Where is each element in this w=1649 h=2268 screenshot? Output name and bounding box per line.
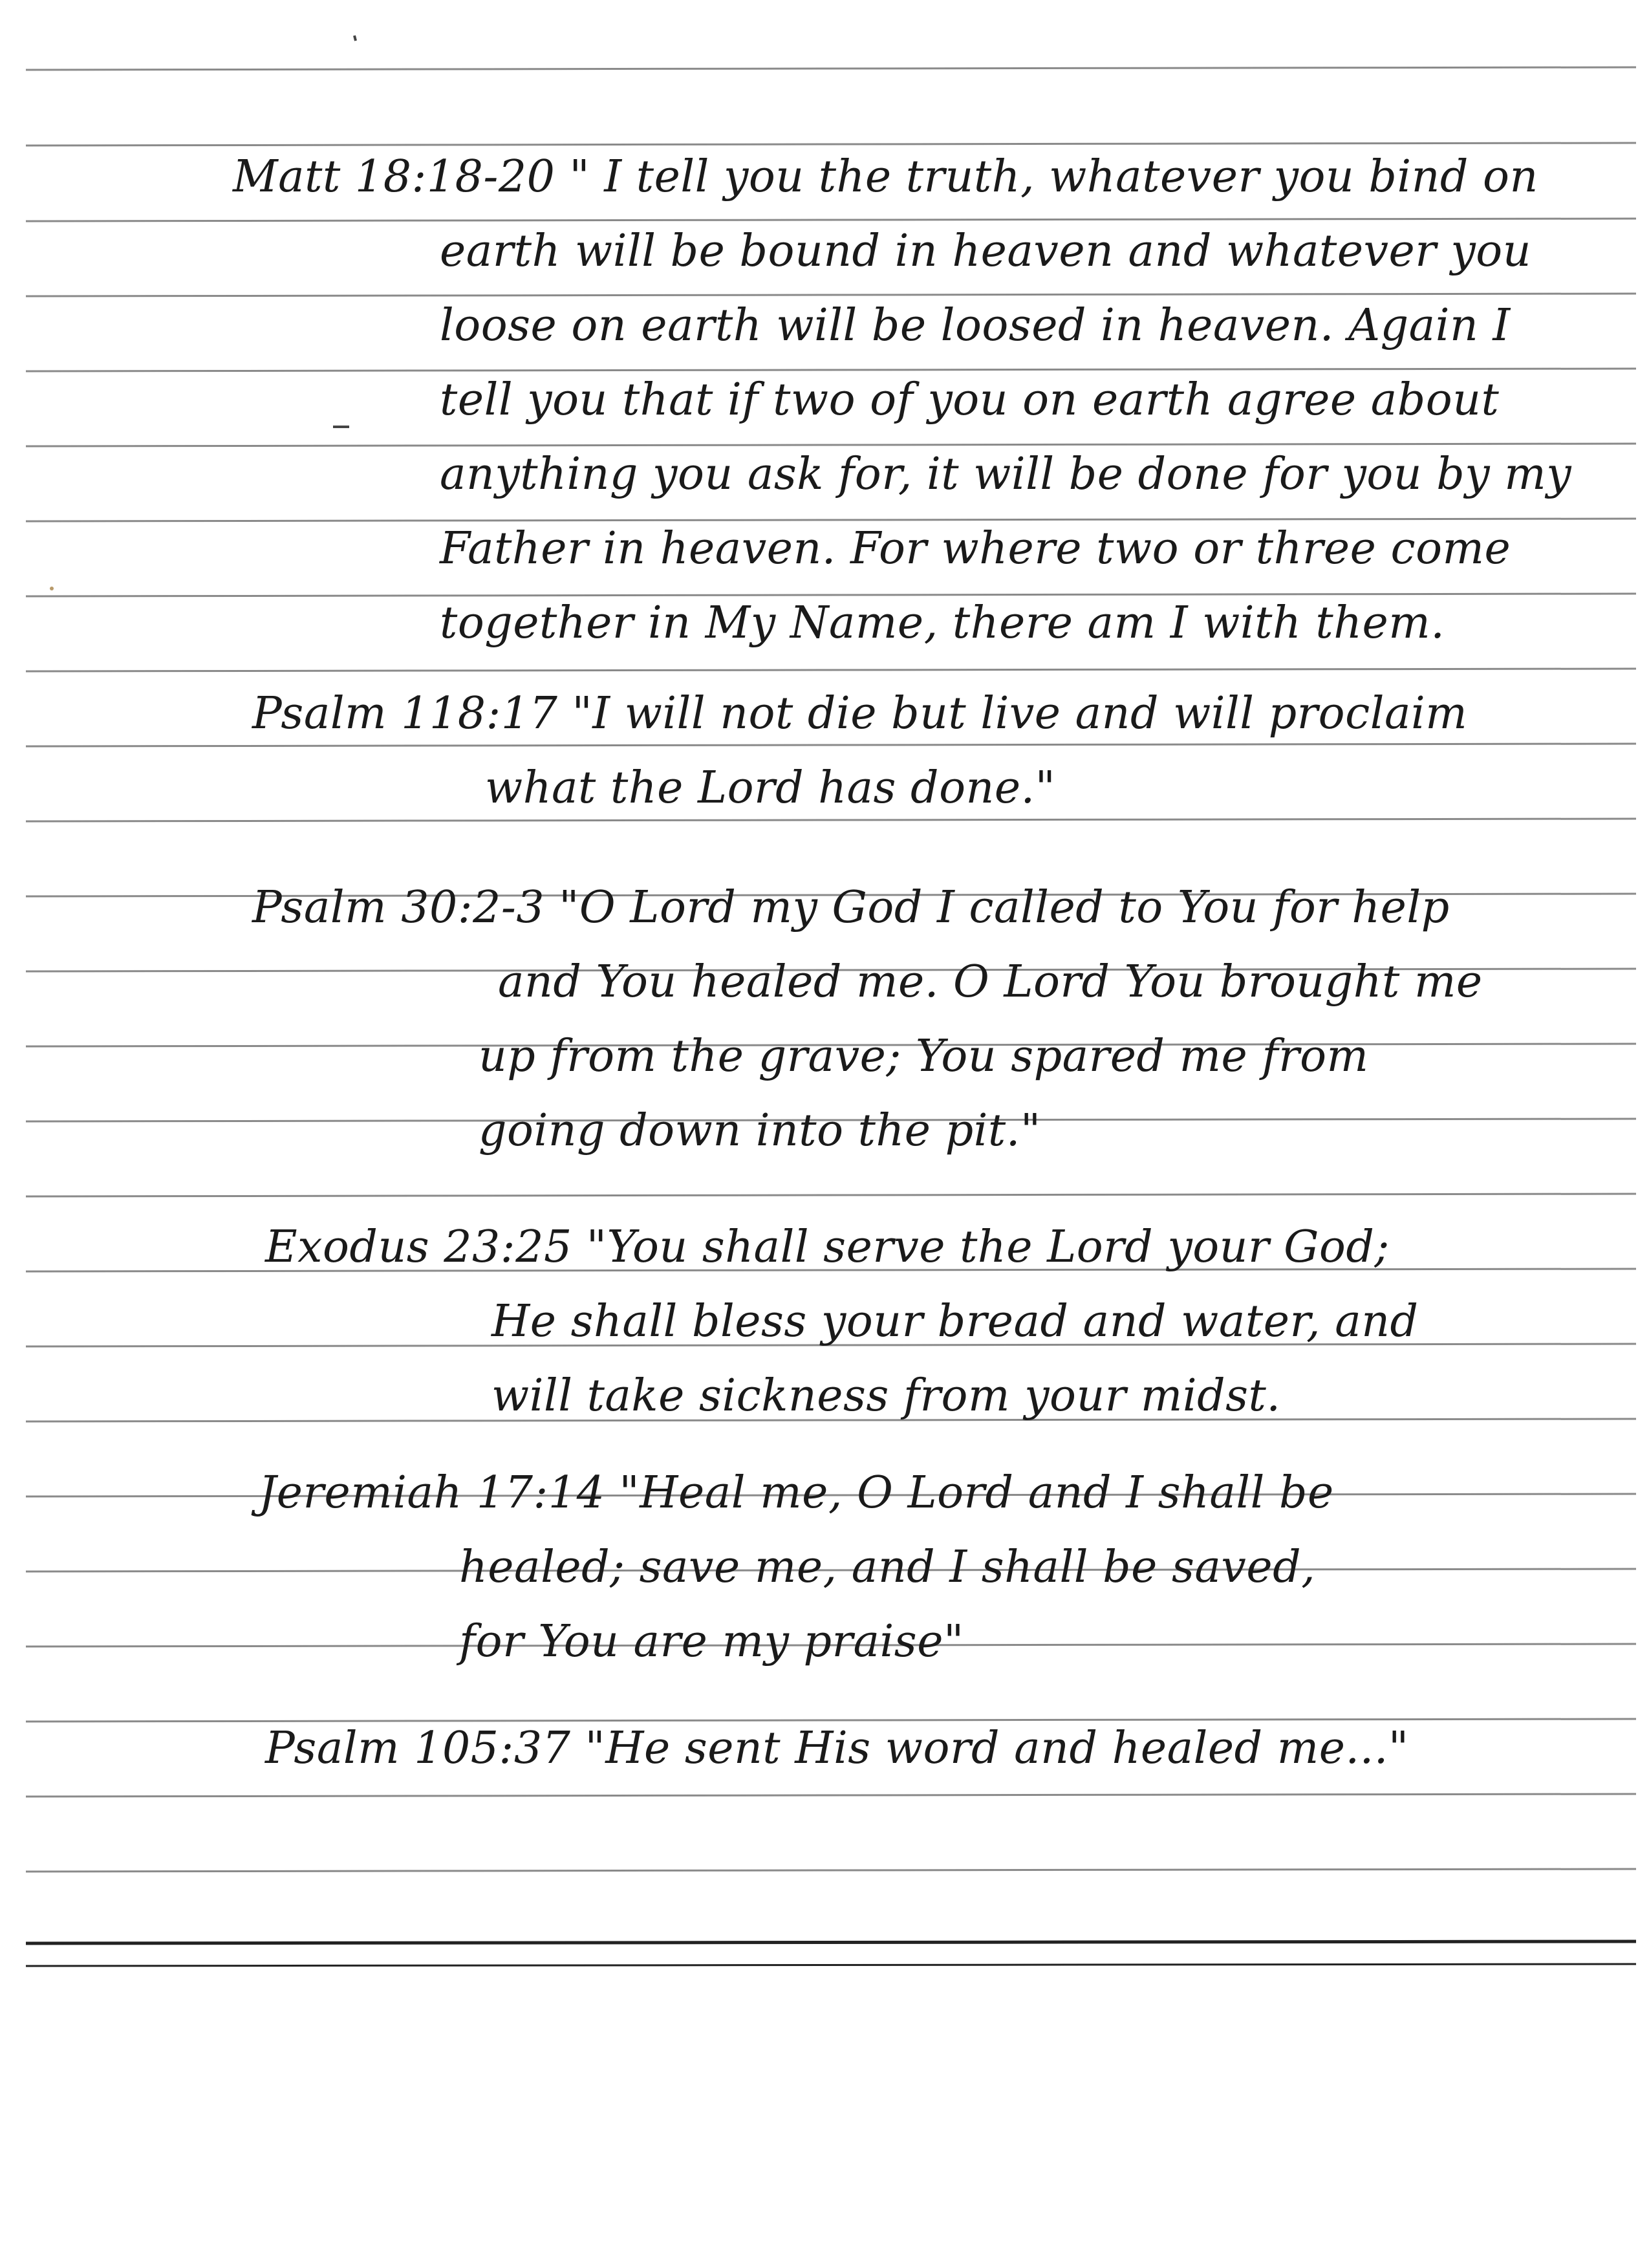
verse-text: "He sent His word and healed me..."	[585, 1723, 1409, 1774]
verse-text: " I tell you the truth, whatever you bind on	[569, 151, 1538, 202]
verse-line: together in My Name, there am I with them.	[440, 598, 1445, 649]
verse-line: anything you ask for, it will be done for you by my	[440, 449, 1572, 500]
verse-line: Father in heaven. For where two or three come	[440, 523, 1511, 574]
verse-reference: Psalm 30:2-3	[252, 882, 545, 933]
verse-reference: Jeremiah 17:14	[259, 1467, 605, 1518]
verse-line	[259, 1467, 1334, 1518]
verse-line: what the Lord has done."	[485, 762, 1056, 814]
verse-line	[265, 1222, 1390, 1273]
verse-reference: Psalm 118:17	[252, 688, 558, 739]
verse-reference: Matt 18:18-20	[233, 151, 555, 202]
verse-line: going down into the pit."	[479, 1105, 1041, 1156]
verse-text: "O Lord my God I called to You for help	[559, 882, 1450, 933]
verse-text: "Heal me, O Lord and I shall be	[619, 1467, 1334, 1518]
verse-line: He shall bless your bread and water, and	[491, 1296, 1419, 1347]
verse-line	[233, 151, 1538, 202]
verse-line: and You healed me. O Lord You brought me	[498, 956, 1483, 1008]
verse-line	[252, 688, 1468, 739]
verse-line: will take sickness from your midst.	[491, 1370, 1281, 1421]
verse-line: healed; save me, and I shall be saved,	[459, 1542, 1316, 1593]
verse-line: tell you that if two of you on earth agree about	[440, 374, 1500, 426]
verse-line	[252, 882, 1450, 933]
verse-reference: Psalm 105:37	[265, 1723, 571, 1774]
verse-reference: Exodus 23:25	[265, 1222, 572, 1273]
verse-line: for You are my praise"	[459, 1616, 964, 1667]
verse-text: "You shall serve the Lord your God;	[586, 1222, 1390, 1273]
verse-text: "I will not die but live and will proclaim	[572, 688, 1468, 739]
verse-line: up from the grave; You spared me from	[479, 1031, 1369, 1082]
verse-line: earth will be bound in heaven and whatever you	[440, 226, 1532, 277]
verse-line: loose on earth will be loosed in heaven. Again I	[440, 300, 1511, 351]
verse-line	[265, 1723, 1409, 1774]
